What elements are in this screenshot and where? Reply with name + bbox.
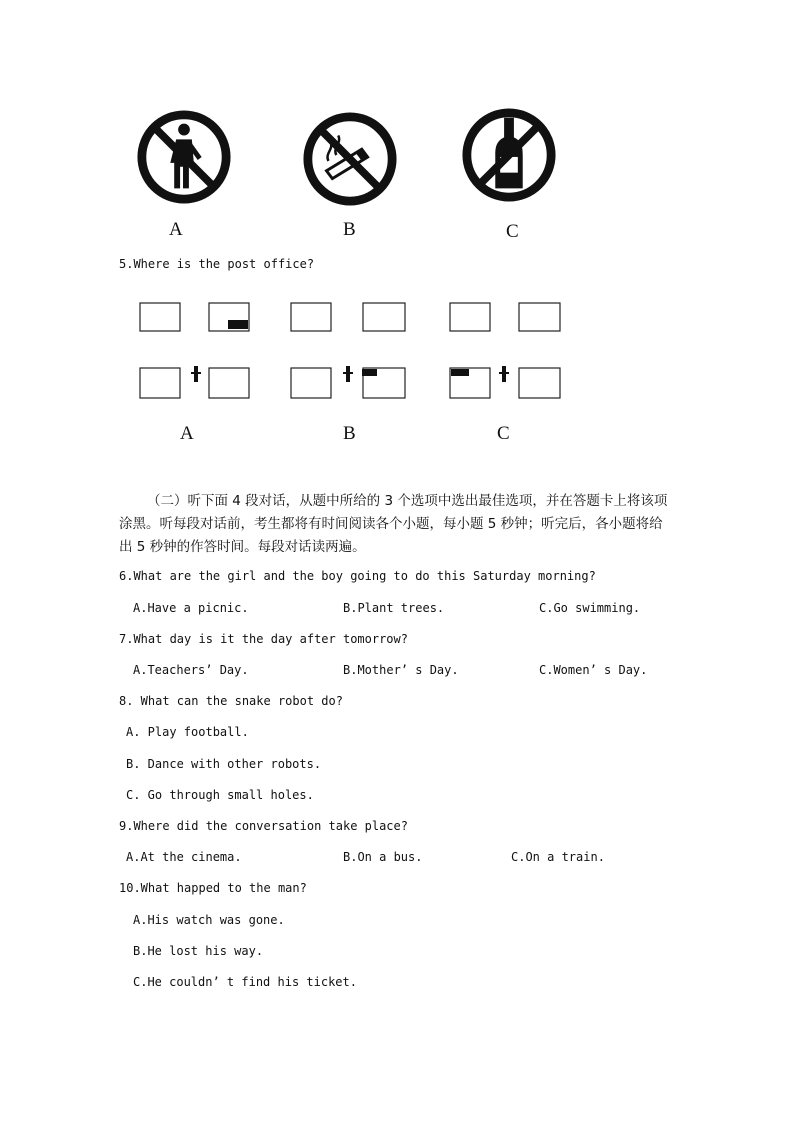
q8-option-a: A. Play football.	[126, 725, 249, 739]
q9-option-a: A.At the cinema.	[126, 850, 242, 864]
map-label-a: A	[180, 423, 194, 444]
question-10-text: 10.What happed to the man?	[119, 881, 307, 895]
q10-option-b: B.He lost his way.	[133, 944, 264, 958]
map-label-c: C	[497, 423, 510, 444]
sign-label-c: C	[506, 221, 519, 242]
street-map-icon	[139, 302, 251, 402]
q10-option-c: C.He couldn’ t find his ticket.	[133, 975, 357, 989]
q7-option-c: C.Women’ s Day.	[539, 663, 648, 677]
no-walking-icon	[135, 108, 233, 206]
map-label-b: B	[343, 423, 356, 444]
question-7-text: 7.What day is it the day after tomorrow?	[119, 632, 408, 646]
sign-label-a: A	[169, 219, 183, 240]
q6-option-a: A.Have a picnic.	[133, 601, 249, 615]
question-8-text: 8. What can the snake robot do?	[119, 694, 343, 708]
q8-option-c: C. Go through small holes.	[126, 788, 314, 802]
q7-option-a: A.Teachers’ Day.	[133, 663, 249, 677]
q6-option-b: B.Plant trees.	[343, 601, 445, 615]
question-6-text: 6.What are the girl and the boy going to do this Saturday morning?	[119, 569, 596, 583]
street-map-icon	[290, 302, 407, 402]
q10-option-a: A.His watch was gone.	[133, 913, 285, 927]
q6-option-c: C.Go swimming.	[539, 601, 641, 615]
question-5-text: 5.Where is the post office?	[119, 257, 315, 271]
section-2-instructions: （二）听下面 4 段对话，从题中所给的 3 个选项中选出最佳选项，并在答题卡上将该项涂黑。听每段对话前，考生都将有时间阅读各个小题，每小题 5 秒钟；听完后，各小题将给出 5 秒钟的作答时间。每段对话读两遍。	[119, 493, 668, 555]
street-map-icon	[449, 302, 562, 402]
question-9-text: 9.Where did the conversation take place?	[119, 819, 408, 833]
no-smoking-icon	[301, 110, 399, 208]
sign-label-b: B	[343, 219, 356, 240]
no-drinking-icon	[460, 106, 558, 204]
q9-option-b: B.On a bus.	[343, 850, 423, 864]
q9-option-c: C.On a train.	[511, 850, 605, 864]
q8-option-b: B. Dance with other robots.	[126, 757, 322, 771]
q7-option-b: B.Mother’ s Day.	[343, 663, 459, 677]
